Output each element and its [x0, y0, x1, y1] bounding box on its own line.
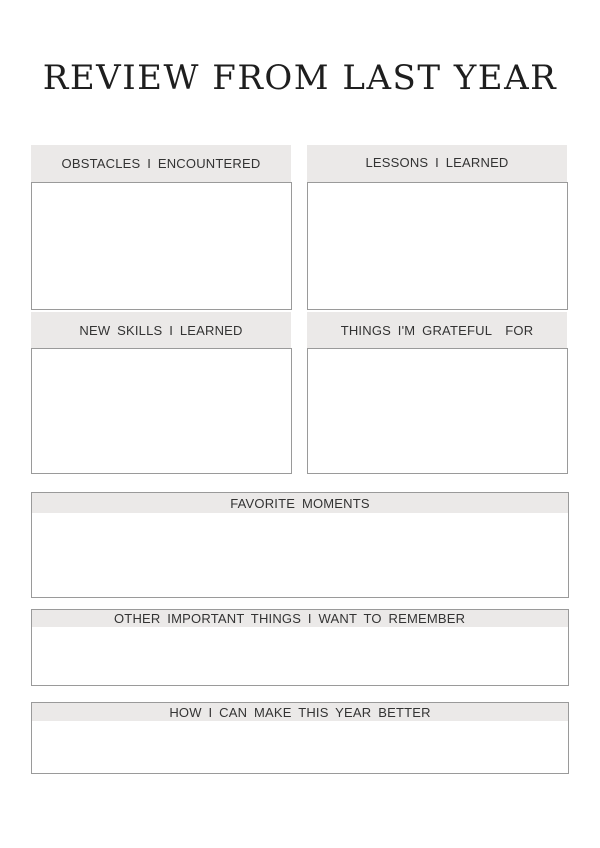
grateful-writing-area[interactable] [307, 348, 568, 474]
obstacles-header: OBSTACLES I ENCOUNTERED [31, 145, 291, 182]
grateful-header: THINGS I'M GRATEFUL FOR [307, 312, 567, 349]
skills-header: NEW SKILLS I LEARNED [31, 312, 291, 349]
better-header: HOW I CAN MAKE THIS YEAR BETTER [32, 703, 568, 721]
page-title: REVIEW FROM LAST YEAR [42, 58, 558, 98]
favorite-moments-header: FAVORITE MOMENTS [32, 493, 568, 513]
lessons-writing-area[interactable] [307, 182, 568, 310]
remember-header: OTHER IMPORTANT THINGS I WANT TO REMEMBER [32, 610, 568, 627]
lessons-header: LESSONS I LEARNED [307, 145, 567, 182]
obstacles-writing-area[interactable] [31, 182, 292, 310]
skills-writing-area[interactable] [31, 348, 292, 474]
